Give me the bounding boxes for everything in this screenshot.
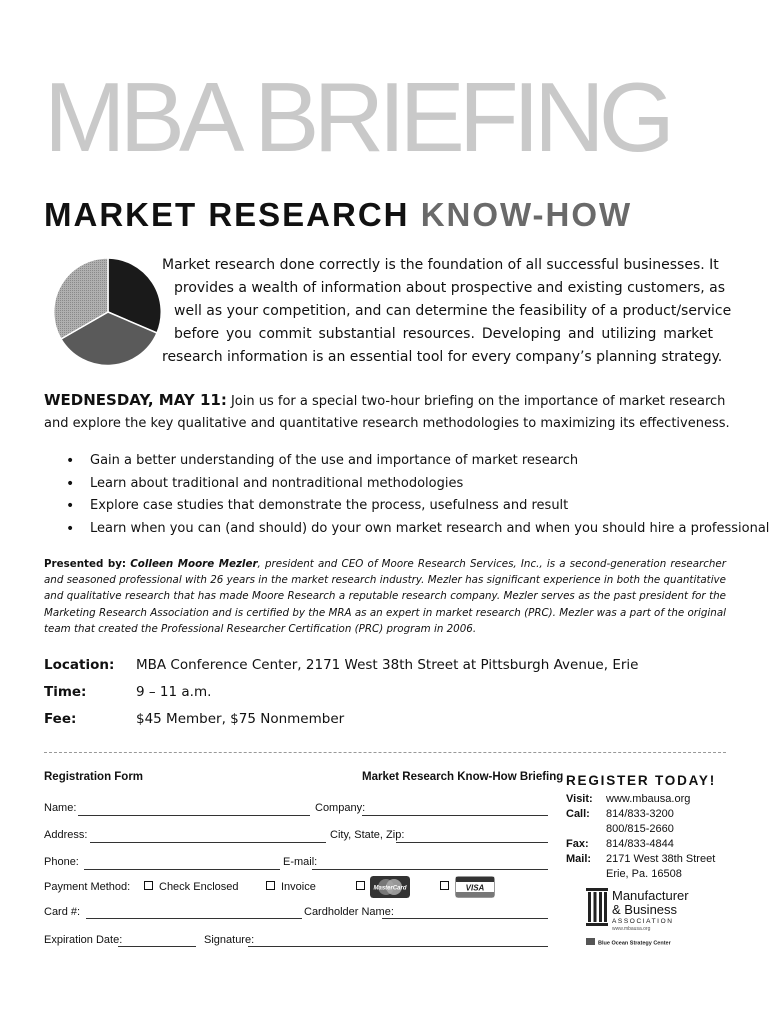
list-item: • Learn about traditional and nontraditional methodologies — [66, 473, 769, 496]
city-label: City, State, Zip: — [330, 829, 405, 841]
checkbox-icon[interactable] — [356, 881, 365, 890]
visa-logo-icon — [455, 876, 495, 898]
logo-url: www.mbausa.org — [612, 926, 651, 932]
mail-address-2: Erie, Pa. 16508 — [606, 868, 682, 880]
email-field[interactable] — [312, 869, 548, 870]
fax-number: 814/833-4844 — [606, 838, 674, 850]
mail-label: Mail: — [566, 853, 592, 865]
address-field[interactable] — [90, 842, 326, 843]
visit-link[interactable]: www.mbausa.org — [606, 793, 691, 805]
headline — [44, 196, 632, 234]
mastercard-text: MasterCard — [373, 885, 407, 892]
logo-line-3: ASSOCIATION — [612, 918, 674, 925]
presenter-bio — [44, 556, 726, 637]
company-field[interactable] — [362, 815, 548, 816]
invoice-option[interactable] — [266, 881, 316, 893]
address-label: Address: — [44, 829, 88, 841]
city-state-zip-field[interactable] — [396, 842, 548, 843]
check-enclosed-label: Check Enclosed — [159, 881, 239, 893]
list-item: • Explore case studies that demonstrate the process, usefulness and result — [66, 495, 769, 518]
expiration-date-field[interactable] — [118, 946, 196, 947]
location-row — [44, 657, 638, 673]
presenter-label: Presented by: — [44, 558, 127, 570]
location-label: Location: — [44, 657, 115, 673]
phone-label: Phone: — [44, 856, 79, 868]
intro-line-3: well as your competition, and can determine the feasibility of a product/service — [174, 303, 732, 319]
visa-text: VISA — [465, 883, 485, 893]
checkbox-icon[interactable] — [266, 881, 275, 890]
card-number-label: Card #: — [44, 906, 81, 918]
visit-label: Visit: — [566, 793, 593, 805]
headline-main: MARKET RESEARCH — [44, 196, 410, 233]
intro-line-1: Market research done correctly is the foundation of all successful businesses. It — [162, 257, 719, 273]
company-label: Company: — [315, 802, 366, 814]
form-event-name: Market Research Know-How Briefing — [362, 771, 564, 783]
register-title: REGISTER TODAY! — [566, 773, 717, 788]
mba-logo-icon — [584, 888, 714, 952]
column-icon — [586, 888, 608, 926]
visa-option[interactable] — [440, 881, 455, 893]
time-label: Time: — [44, 684, 87, 700]
intro-line-4: before you commit substantial resources. Developing and utilizing market — [174, 326, 713, 342]
cardholder-label: Cardholder Name: — [304, 906, 394, 918]
intro-line-5: research information is an essential tool for every company’s planning strategy. — [162, 349, 723, 365]
logo-line-2: & Business — [612, 902, 678, 917]
intro-line-2: provides a wealth of information about prospective and existing customers, as — [174, 280, 726, 296]
event-date: WEDNESDAY, MAY 11: — [44, 391, 227, 409]
fax-label: Fax: — [566, 838, 589, 850]
email-label: E-mail: — [283, 856, 318, 868]
call-number-1: 814/833-3200 — [606, 808, 674, 820]
name-field[interactable] — [78, 815, 310, 816]
call-label: Call: — [566, 808, 590, 820]
checkbox-icon[interactable] — [440, 881, 449, 890]
call-number-2: 800/815-2660 — [606, 823, 674, 835]
cardholder-name-field[interactable] — [382, 918, 548, 919]
signature-label: Signature: — [204, 934, 255, 946]
cut-line-divider — [44, 752, 726, 753]
presenter-text: , president and CEO of Moore Research Services, Inc., is a second-generation researcher and seasoned professional with 26 years in the market research industry. Mezler has significant experience in both the quantitative and qualitative research that has made Moore Research a reputable research company. Mezler serves as the past president for the Marketing Research Association and is certified by the MRA as an expert in market research (PRC). Mezler was a part of the original team that created the Professional Researcher Certification (PRC) program in 2006. — [44, 558, 726, 635]
time-row — [44, 684, 211, 700]
headline-accent: KNOW-HOW — [420, 196, 633, 233]
time-value: 9 – 11 a.m. — [136, 684, 212, 700]
list-item: • Learn when you can (and should) do your own market research and when you should hire a professional — [66, 518, 769, 541]
phone-field[interactable] — [84, 869, 280, 870]
card-number-field[interactable] — [86, 918, 302, 919]
mastercard-logo-icon — [370, 876, 410, 898]
presenter-name: Colleen Moore Mezler — [130, 558, 258, 570]
call-row — [566, 808, 674, 820]
event-description — [44, 389, 734, 435]
fee-label: Fee: — [44, 711, 77, 727]
expiration-label: Expiration Date: — [44, 934, 123, 946]
event-text: Join us for a special two-hour briefing on the importance of market research and explore the key qualitative and quantitative research methodologies to maximizing its effectiveness. — [44, 394, 730, 431]
visit-row — [566, 793, 690, 805]
check-enclosed-option[interactable] — [144, 881, 239, 893]
fee-row — [44, 711, 344, 727]
pie-graphic-icon — [54, 256, 162, 368]
form-title: Registration Form — [44, 771, 144, 783]
invoice-label: Invoice — [281, 881, 316, 893]
checkbox-icon[interactable] — [144, 881, 153, 890]
page-title: MBA BRIEFING — [44, 62, 670, 172]
location-value: MBA Conference Center, 2171 West 38th Street at Pittsburgh Avenue, Erie — [136, 657, 639, 673]
mail-row — [566, 853, 715, 865]
fax-row — [566, 838, 674, 850]
name-label: Name: — [44, 802, 77, 814]
benefits-list — [66, 450, 769, 540]
mail-address-1: 2171 West 38th Street — [606, 853, 716, 865]
fee-value: $45 Member, $75 Nonmember — [136, 711, 345, 727]
payment-method-label: Payment Method: — [44, 881, 131, 893]
logo-sub: Blue Ocean Strategy Center — [598, 940, 671, 947]
blue-ocean-icon — [586, 938, 595, 945]
list-item: • Gain a better understanding of the use and importance of market research — [66, 450, 769, 473]
logo-line-1: Manufacturer — [612, 888, 689, 903]
mastercard-option[interactable] — [356, 881, 371, 893]
signature-field[interactable] — [248, 946, 548, 947]
